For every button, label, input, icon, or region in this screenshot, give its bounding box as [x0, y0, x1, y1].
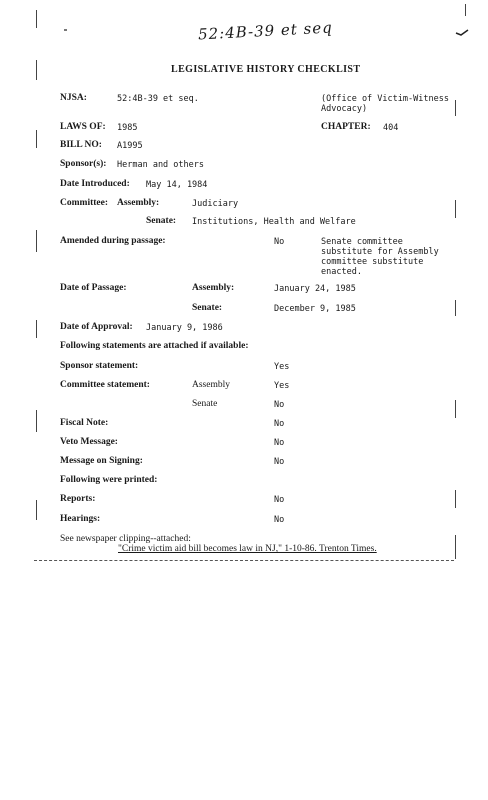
committee-statement-assembly-label: Assembly: [192, 380, 230, 390]
veto-message-label: Veto Message:: [60, 437, 118, 447]
statements-heading: Following statements are attached if available:: [60, 341, 249, 351]
committee-assembly-value: Judiciary: [192, 199, 239, 209]
message-on-signing-label: Message on Signing:: [60, 456, 143, 466]
passage-assembly-value: January 24, 1985: [274, 284, 356, 294]
passage-senate-label: Senate:: [192, 303, 223, 313]
hearings-value: No: [274, 515, 285, 525]
bottom-dashed-rule: [34, 560, 454, 561]
right-margin-mark: [455, 400, 456, 418]
njsa-note: (Office of Victim-Witness Advocacy): [321, 94, 449, 114]
veto-message-value: No: [274, 438, 285, 448]
fiscal-note-label: Fiscal Note:: [60, 418, 109, 428]
left-margin-mark: [36, 130, 37, 148]
committee-statement-senate-label: Senate: [192, 399, 218, 409]
date-of-approval-label: Date of Approval:: [60, 322, 133, 332]
laws-of-label: LAWS OF:: [60, 122, 106, 132]
committee-label: Committee:: [60, 198, 109, 208]
committee-assembly-label: Assembly:: [117, 198, 160, 208]
chapter-label: CHAPTER:: [321, 122, 371, 132]
sponsors-value: Herman and others: [117, 160, 204, 170]
njsa-label: NJSA:: [60, 93, 87, 103]
message-on-signing-value: No: [274, 457, 285, 467]
date-of-approval-value: January 9, 1986: [146, 323, 223, 333]
chapter-value: 404: [383, 123, 399, 133]
hearings-label: Hearings:: [60, 514, 101, 524]
left-margin-mark: [36, 60, 37, 80]
committee-statement-assembly-value: Yes: [274, 381, 290, 391]
right-margin-mark: [455, 200, 456, 218]
committee-statement-senate-value: No: [274, 400, 285, 410]
scan-speck: [64, 29, 67, 31]
corner-check-mark: [455, 28, 469, 38]
bill-no-label: BILL NO:: [60, 140, 102, 150]
amended-value: No: [274, 237, 285, 247]
left-margin-mark: [36, 10, 37, 28]
fiscal-note-value: No: [274, 419, 285, 429]
right-margin-mark: [455, 100, 456, 116]
right-margin-mark: [465, 4, 466, 16]
date-introduced-value: May 14, 1984: [146, 180, 208, 190]
sponsor-statement-value: Yes: [274, 362, 290, 372]
passage-assembly-label: Assembly:: [192, 283, 235, 293]
left-margin-mark: [36, 230, 37, 252]
laws-of-value: 1985: [117, 123, 138, 133]
date-introduced-label: Date Introduced:: [60, 179, 130, 189]
bill-no-value: A1995: [117, 141, 143, 151]
amended-label: Amended during passage:: [60, 236, 166, 246]
njsa-value: 52:4B-39 et seq.: [117, 94, 199, 104]
printed-heading: Following were printed:: [60, 475, 158, 485]
committee-senate-value: Institutions, Health and Welfare: [192, 217, 356, 227]
page-title: LEGISLATIVE HISTORY CHECKLIST: [171, 64, 361, 75]
right-margin-mark: [455, 300, 456, 316]
newspaper-clipping-citation: "Crime victim aid bill becomes law in NJ," 1-10-86. Trenton Times.: [118, 544, 377, 554]
left-margin-mark: [36, 500, 37, 520]
passage-senate-value: December 9, 1985: [274, 304, 356, 314]
committee-senate-label: Senate:: [146, 216, 177, 226]
right-margin-mark: [455, 490, 456, 508]
committee-statement-label: Committee statement:: [60, 380, 150, 390]
reports-value: No: [274, 495, 285, 505]
amended-note: Senate committee substitute for Assembly committee substitute enacted.: [321, 237, 439, 277]
reports-label: Reports:: [60, 494, 96, 504]
handwritten-citation: 52:4B-39 et seq: [197, 18, 334, 44]
newspaper-intro: See newspaper clipping--attached:: [60, 534, 191, 544]
sponsor-statement-label: Sponsor statement:: [60, 361, 139, 371]
right-margin-mark: [455, 535, 456, 559]
left-margin-mark: [36, 410, 37, 432]
left-margin-mark: [36, 320, 37, 338]
date-of-passage-label: Date of Passage:: [60, 283, 127, 293]
sponsors-label: Sponsor(s):: [60, 159, 107, 169]
